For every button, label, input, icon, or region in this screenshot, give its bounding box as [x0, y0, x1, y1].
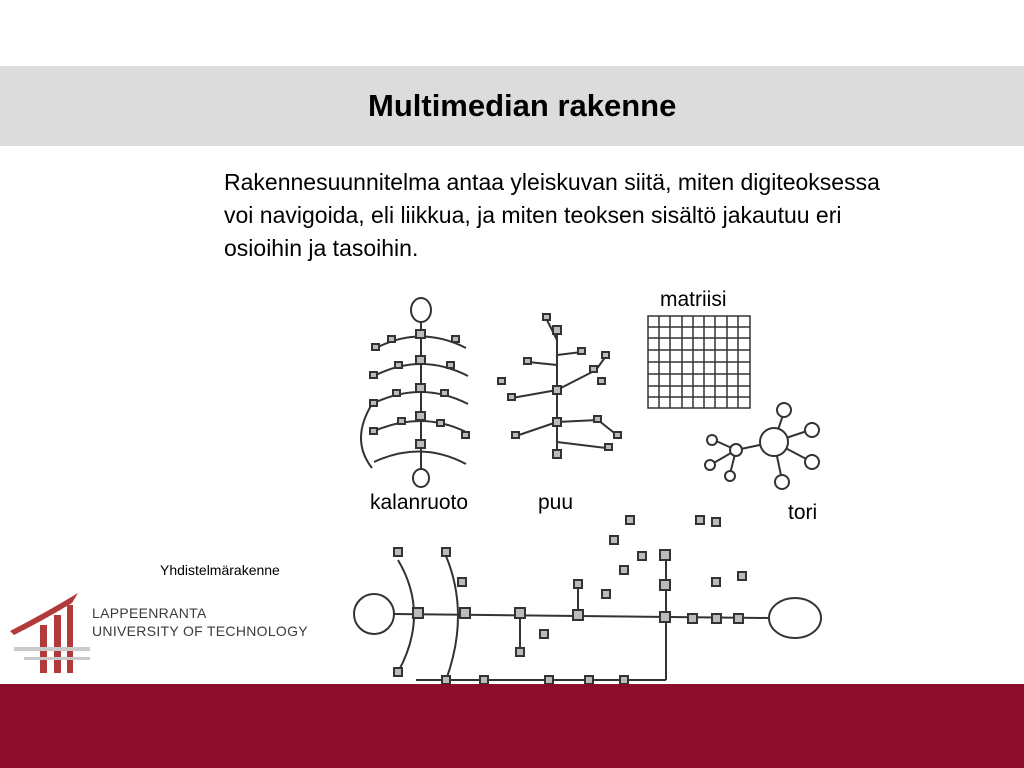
label-tori: tori [788, 501, 818, 524]
combined-diagram [348, 516, 828, 688]
label-yhdistelmarakenne: Yhdistelmärakenne [160, 562, 280, 578]
lut-emblem [0, 585, 90, 675]
label-matriisi: matriisi [660, 288, 727, 311]
footer-band [0, 684, 1024, 768]
slide-title: Multimedian rakenne [368, 88, 677, 123]
star-diagram [705, 403, 819, 489]
matrix-diagram [648, 316, 750, 408]
intro-text: Rakennesuunnitelma antaa yleiskuvan siitä, miten digiteoksessa voi navigoida, eli liikkua, ja miten teoksen sisältö jakautuu eri osioihin ja tasoihin. [224, 169, 880, 261]
logo-line-2: UNIVERSITY OF TECHNOLOGY [92, 623, 308, 639]
university-logo [0, 585, 320, 675]
label-puu: puu [538, 491, 574, 514]
label-kalanruoto: kalanruoto [370, 491, 469, 514]
fishbone-diagram [361, 298, 469, 487]
logo-line-1: LAPPEENRANTA [92, 605, 207, 621]
tree-diagram [498, 314, 621, 458]
